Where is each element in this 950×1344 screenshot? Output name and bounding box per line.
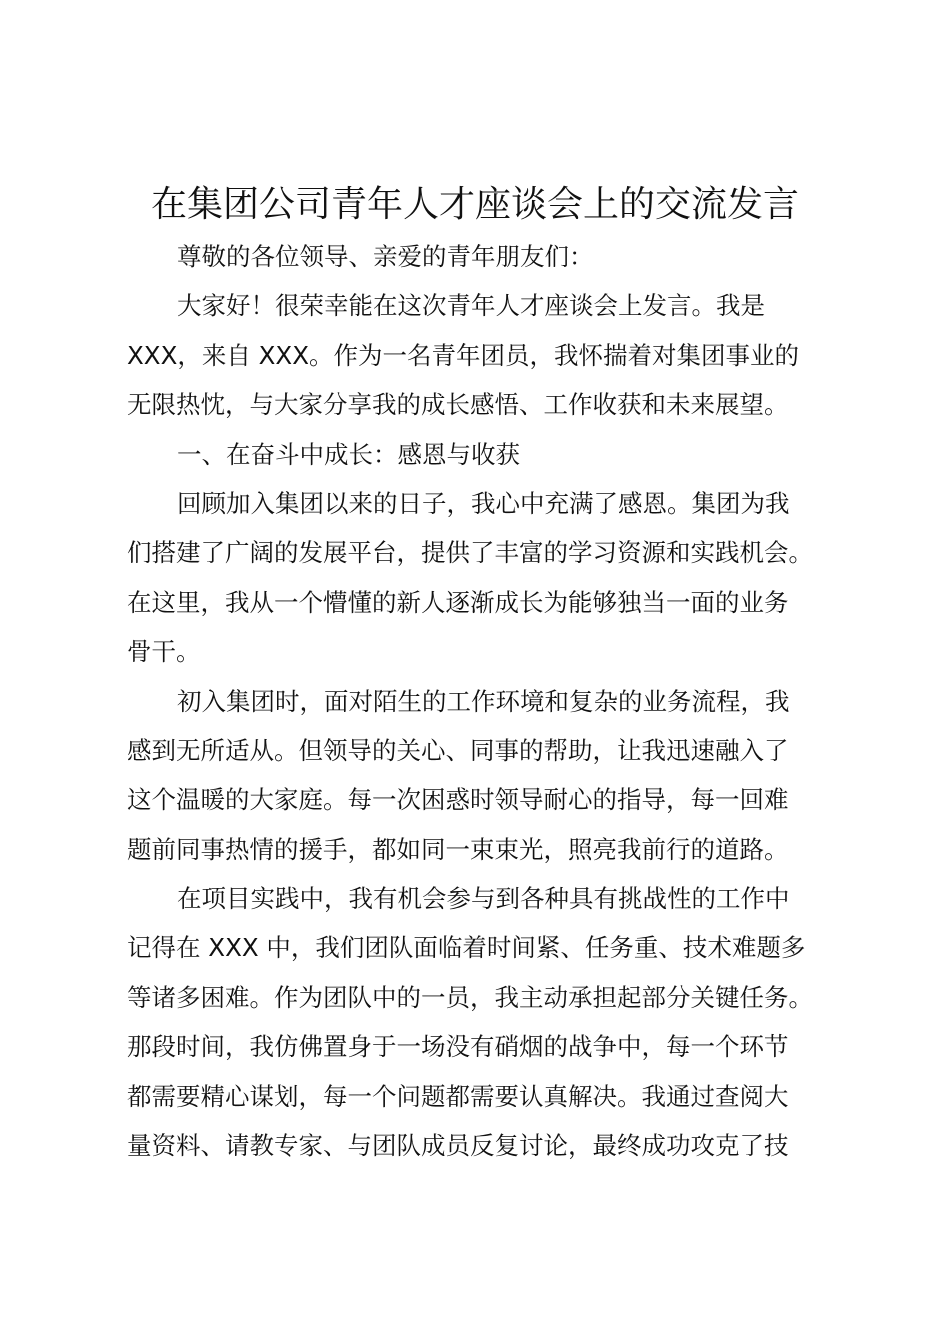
paragraph-line: 都需要精心谋划，每一个问题都需要认真解决。我通过查阅大 (127, 1081, 789, 1111)
paragraph-line: 那段时间，我仿佛置身于一场没有硝烟的战争中，每一个环节 (127, 1032, 789, 1062)
paragraph-line: 感到无所适从。但领导的关心、同事的帮助，让我迅速融入了 (127, 735, 789, 765)
paragraph-line: 在这里，我从一个懵懂的新人逐渐成长为能够独当一面的业务 (127, 587, 789, 617)
salutation-line: 尊敬的各位领导、亲爱的青年朋友们： (177, 242, 594, 271)
paragraph-line: 们搭建了广阔的发展平台，提供了丰富的学习资源和实践机会。 (127, 538, 813, 568)
paragraph-line: 题前同事热情的援手，都如同一束束光，照亮我前行的道路。 (127, 834, 789, 864)
document-title: 在集团公司青年人才座谈会上的交流发言 (150, 184, 799, 225)
paragraph-line: 记得在 XXX 中，我们团队面临着时间紧、任务重、技术难题多 (127, 933, 806, 963)
document-body (127, 232, 847, 1170)
section-heading: 一、在奋斗中成长：感恩与收获 (177, 439, 520, 469)
paragraph-line: 大家好！很荣幸能在这次青年人才座谈会上发言。我是 (177, 291, 765, 321)
paragraph-line: 无限热忱，与大家分享我的成长感悟、工作收获和未来展望。 (127, 390, 789, 420)
paragraph-line: XXX，来自 XXX。作为一名青年团员，我怀揣着对集团事业的 (127, 340, 799, 370)
paragraph-line: 这个温暖的大家庭。每一次困惑时领导耐心的指导，每一回难 (127, 785, 789, 815)
paragraph-line: 等诸多困难。作为团队中的一员，我主动承担起部分关键任务。 (127, 982, 813, 1012)
paragraph-line: 量资料、请教专家、与团队成员反复讨论，最终成功攻克了技 (127, 1131, 789, 1161)
paragraph-line: 初入集团时，面对陌生的工作环境和复杂的业务流程，我 (177, 686, 790, 716)
paragraph-line: 回顾加入集团以来的日子，我心中充满了感恩。集团为我 (177, 488, 790, 518)
paragraph-line: 骨干。 (127, 637, 201, 667)
paragraph-line: 在项目实践中，我有机会参与到各种具有挑战性的工作中 (177, 884, 790, 914)
